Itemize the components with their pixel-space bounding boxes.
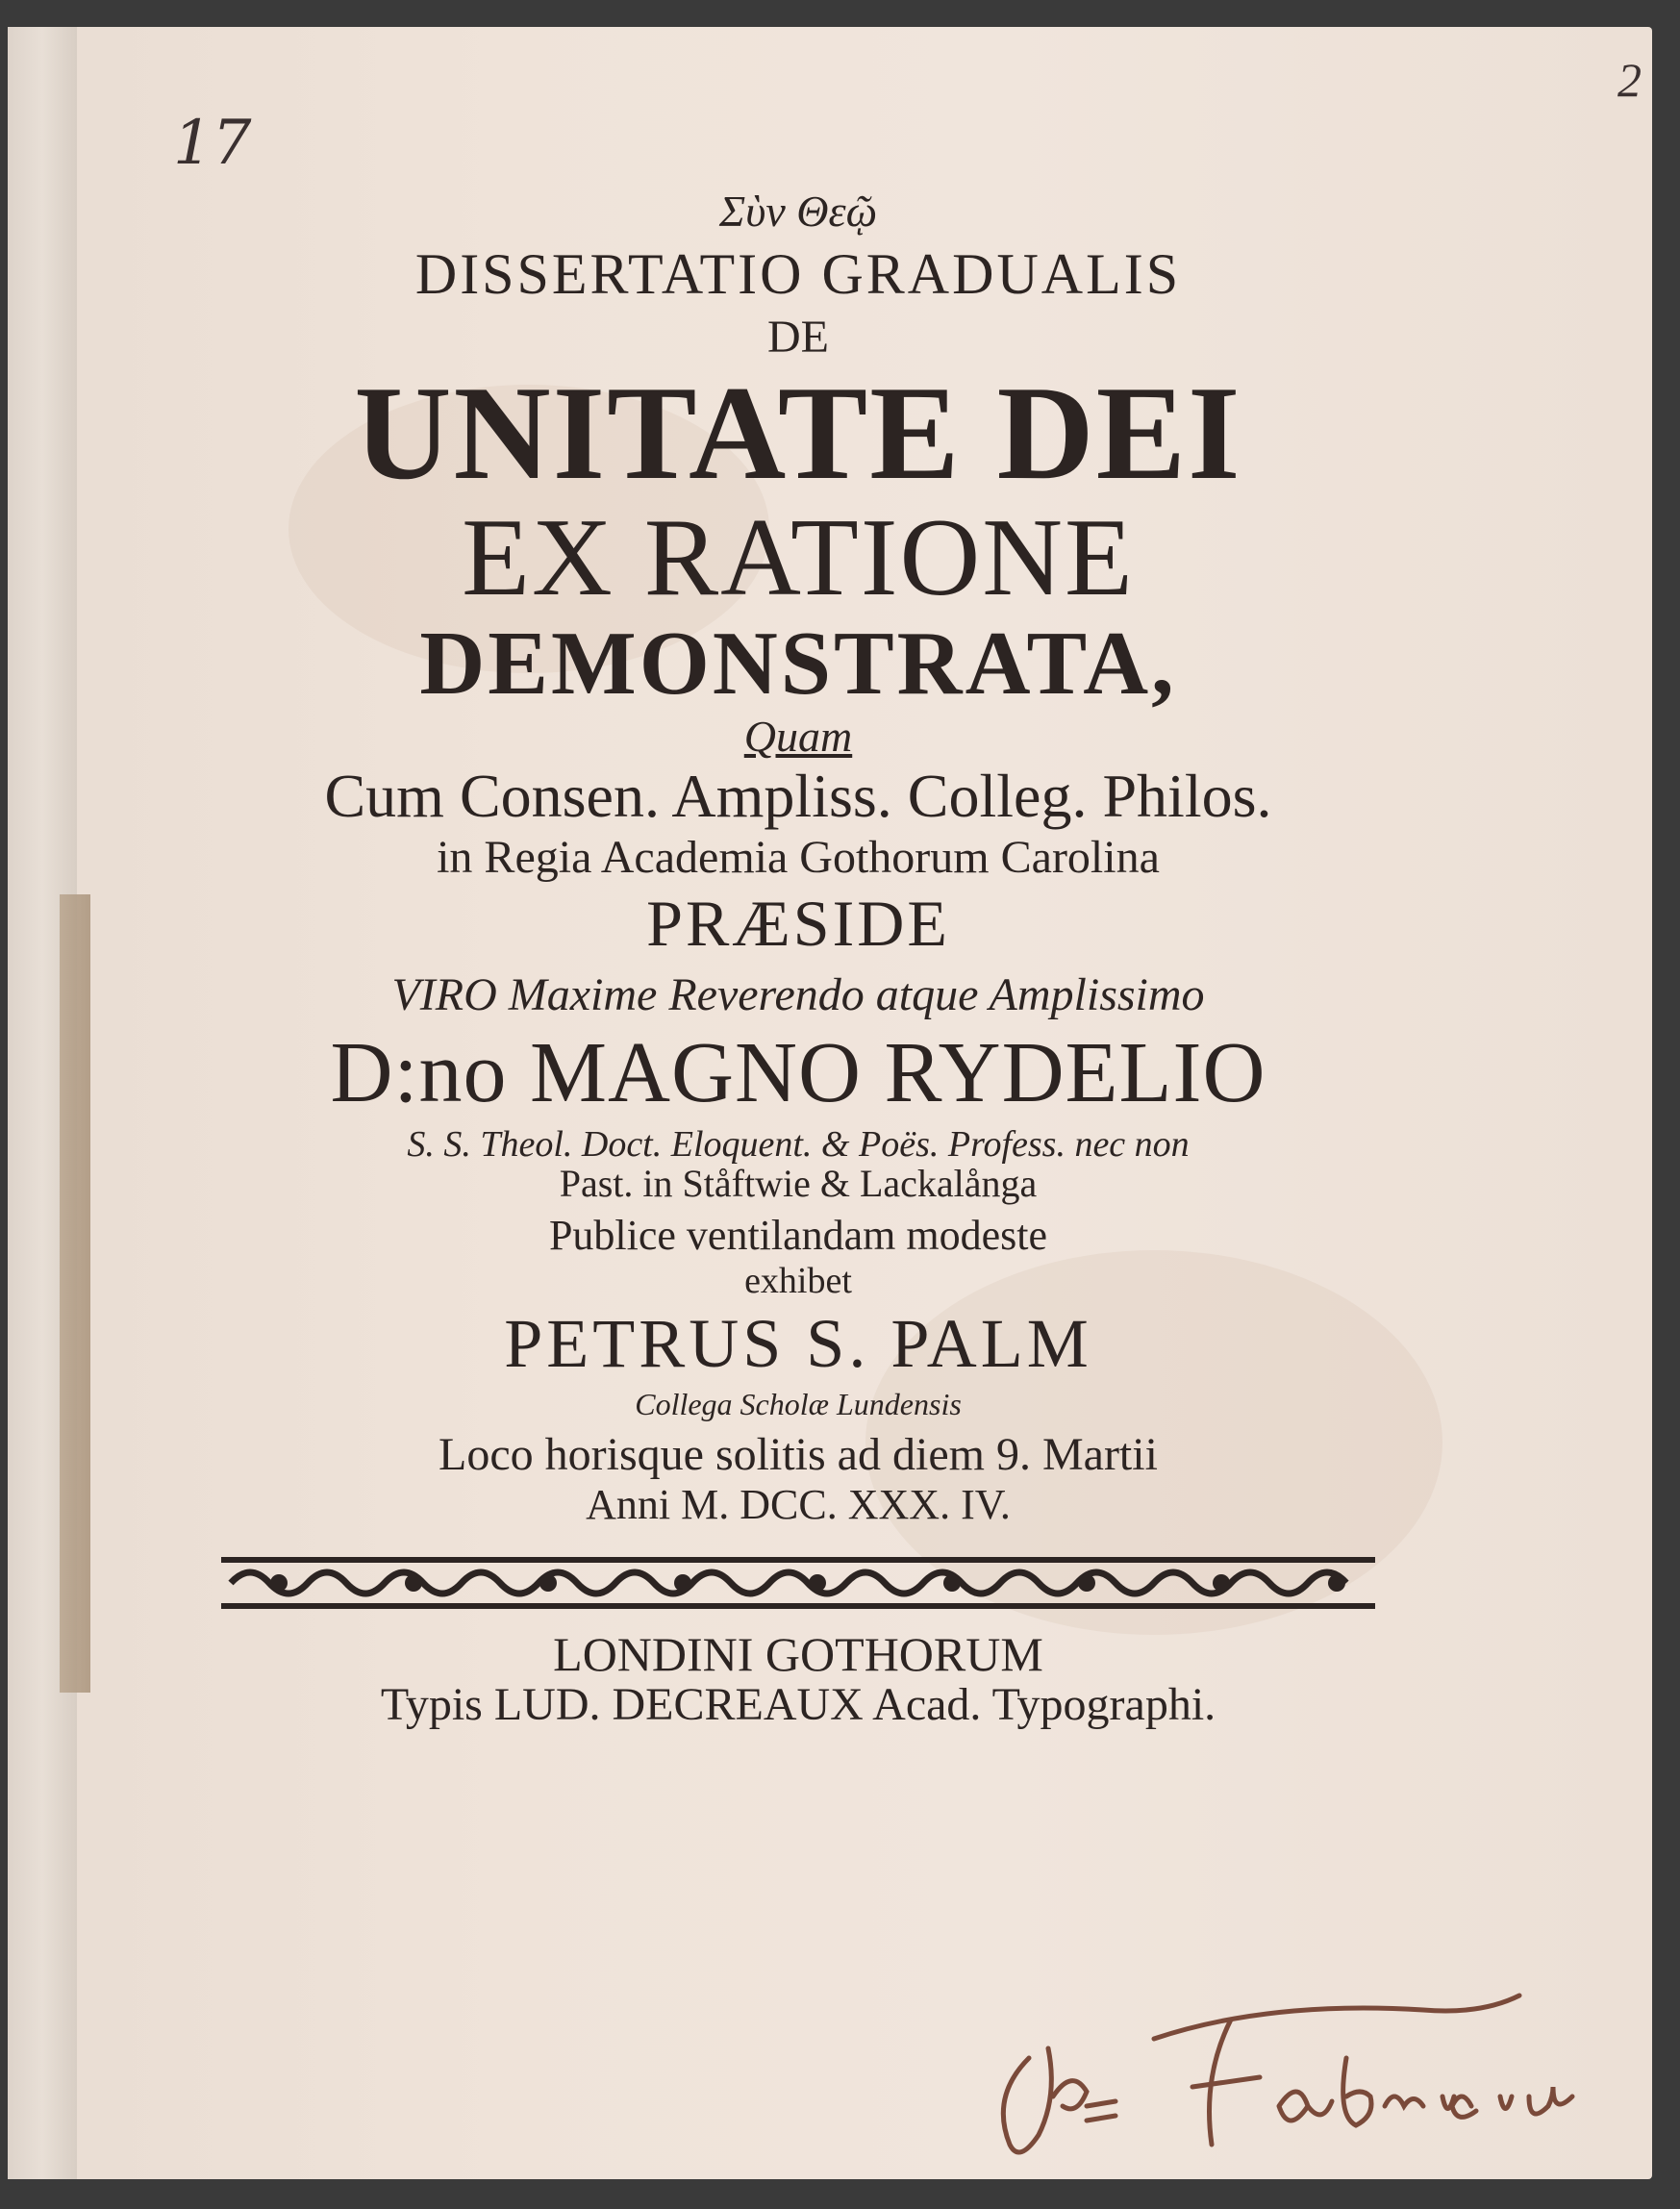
folio-number-left: 17 [173, 108, 252, 179]
imprint-printer: Typis LUD. DECREAUX Acad. Typographi. [380, 1678, 1216, 1730]
main-title-line-2: EX RATIONE [462, 496, 1135, 620]
praeses-titles: S. S. Theol. Doct. Eloquent. & Poës. Profess. nec non [407, 1124, 1190, 1166]
main-title-line-1: UNITATE DEI [354, 359, 1242, 509]
quam-line: Quam [743, 712, 853, 762]
praeses-name: D:no MAGNO RYDELIO [330, 1025, 1266, 1121]
praeside-line: PRÆSIDE [646, 886, 950, 960]
de-line: DE [767, 312, 829, 364]
exhibet-line: exhibet [744, 1261, 852, 1302]
dissertation-heading: DISSERTATIO GRADUALIS [414, 241, 1182, 306]
consensus-line: Cum Consen. Ampliss. Colleg. Philos. [324, 761, 1272, 830]
greek-motto: Σὺν Θεῷ [718, 187, 878, 236]
pastor-line: Past. in Ståftwie & Lackalånga [559, 1162, 1038, 1206]
year-line: Anni M. DCC. XXX. IV. [586, 1481, 1011, 1529]
imprint-place: LONDINI GOTHORUM [553, 1626, 1043, 1681]
title-text-block [173, 188, 1423, 1730]
main-title-line-3: DEMONSTRATA, [419, 613, 1177, 714]
handwritten-signature [962, 1962, 1635, 2173]
ornament-band-icon [221, 1549, 1375, 1617]
date-line: Loco horisque solitis ad diem 9. Martii [439, 1429, 1158, 1481]
respondent-title: Collega Scholæ Lundensis [635, 1386, 962, 1421]
academia-line: in Regia Academia Gothorum Carolina [437, 832, 1160, 884]
binding-strip [60, 894, 90, 1693]
viro-line: VIRO Maxime Reverendo atque Amplissimo [391, 969, 1205, 1021]
folio-number-right: 2 [1617, 53, 1642, 107]
respondent-name: PETRUS S. PALM [504, 1305, 1092, 1383]
publice-line: Publice ventilandam modeste [548, 1211, 1048, 1259]
